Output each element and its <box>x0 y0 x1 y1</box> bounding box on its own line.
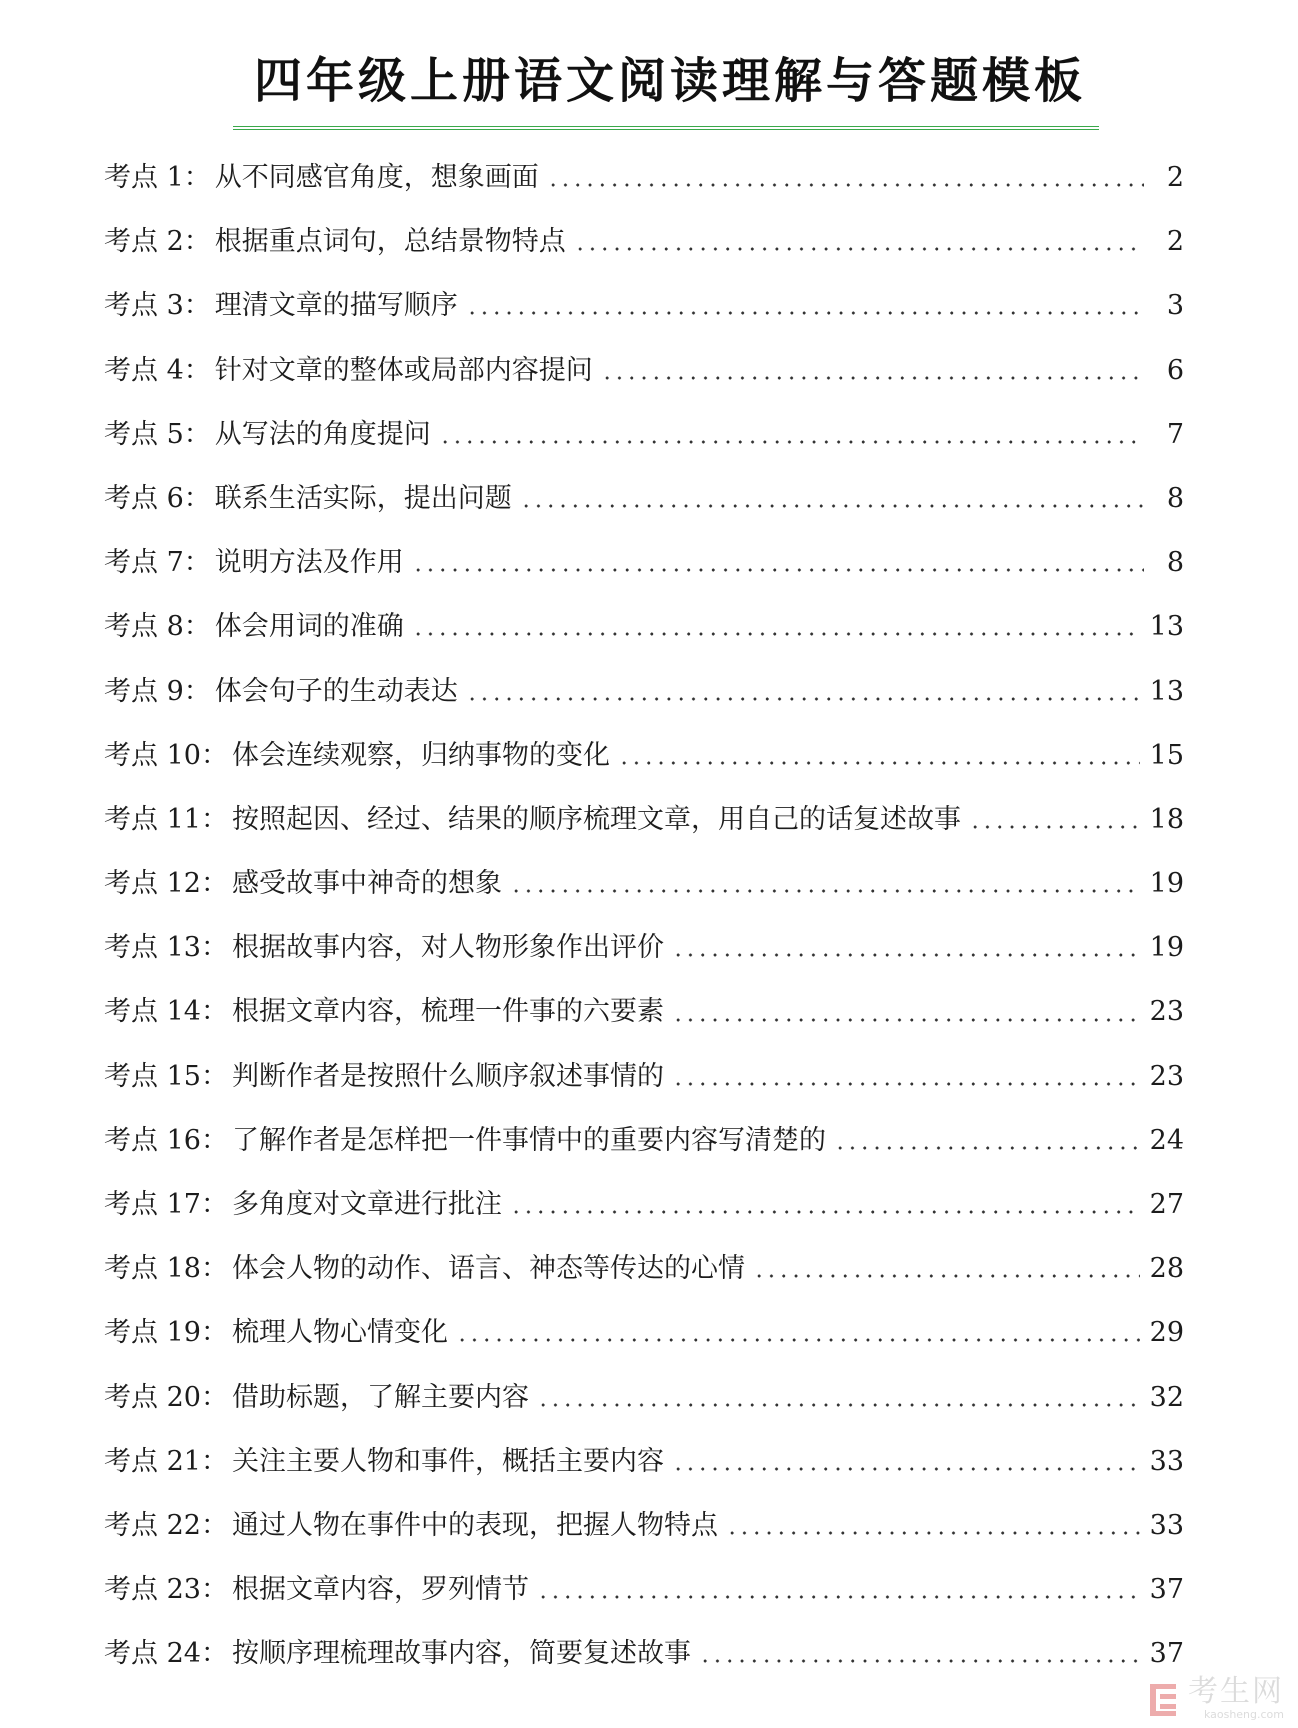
toc-page-number: 2 <box>1166 162 1184 193</box>
toc-row[interactable] <box>104 1430 1184 1494</box>
toc-label: 考点 23 <box>104 1574 201 1606</box>
toc-row[interactable] <box>104 595 1184 659</box>
toc-entry-text: 理清文章的描写顺序 <box>214 290 458 322</box>
toc-row[interactable] <box>104 146 1184 210</box>
toc-label: 考点 6 <box>104 482 184 514</box>
toc-row[interactable] <box>104 403 1184 467</box>
toc-entry-text: 了解作者是怎样把一件事情中的重要内容写清楚的 <box>231 1124 826 1156</box>
toc-row[interactable] <box>104 210 1184 274</box>
toc-label: 考点 7 <box>104 547 184 579</box>
toc-row[interactable] <box>104 724 1184 788</box>
toc-label: 考点 12 <box>104 868 201 900</box>
toc-row[interactable] <box>104 660 1184 724</box>
toc-row[interactable] <box>104 1494 1184 1558</box>
toc-row[interactable] <box>104 339 1184 403</box>
toc-leader-dots <box>466 311 1144 315</box>
toc-page-number: 8 <box>1166 482 1184 514</box>
watermark-domain: kaosheng.com <box>1203 1708 1284 1721</box>
toc-row[interactable] <box>104 274 1184 338</box>
toc-colon: ： <box>200 932 228 964</box>
toc-label: 考点 5 <box>104 418 184 450</box>
toc-leader-dots <box>439 440 1144 444</box>
toc-page-number: 8 <box>1166 547 1184 579</box>
toc-label: 考点 13 <box>104 932 201 964</box>
toc-entry-text: 体会用词的准确 <box>214 611 404 643</box>
toc-page-number: 13 <box>1149 675 1184 707</box>
toc-page-number: 33 <box>1149 1445 1184 1477</box>
toc-entry-text: 根据文章内容，罗列情节 <box>231 1574 529 1606</box>
toc-entry-text: 从写法的角度提问 <box>214 418 431 450</box>
toc-row[interactable] <box>104 980 1184 1044</box>
toc-page-number: 19 <box>1149 868 1184 900</box>
toc-colon: ： <box>200 1509 228 1541</box>
toc-colon: ： <box>183 611 211 643</box>
toc-label: 考点 18 <box>104 1253 201 1285</box>
toc-page-number: 7 <box>1166 418 1184 450</box>
toc-label: 考点 15 <box>104 1060 201 1092</box>
toc-leader-dots <box>601 376 1144 380</box>
toc-colon: ： <box>200 1124 228 1156</box>
toc-leader-dots <box>699 1659 1140 1663</box>
toc-colon: ： <box>200 1381 228 1413</box>
toc-colon: ： <box>183 226 211 258</box>
toc-entry-text: 说明方法及作用 <box>214 547 404 579</box>
toc-colon: ： <box>200 803 228 835</box>
toc-label: 考点 3 <box>104 290 184 322</box>
toc-page-number: 18 <box>1149 803 1184 835</box>
toc-label: 考点 22 <box>104 1509 201 1541</box>
toc-page-number: 6 <box>1166 354 1184 386</box>
toc-label: 考点 9 <box>104 675 184 707</box>
toc-label: 考点 19 <box>104 1317 201 1349</box>
toc-label: 考点 10 <box>104 739 201 771</box>
toc-page-number: 2 <box>1166 226 1184 258</box>
title-underline <box>233 126 1099 130</box>
toc-label: 考点 14 <box>104 996 201 1028</box>
toc-label: 考点 16 <box>104 1124 201 1156</box>
toc-entry-text: 判断作者是按照什么顺序叙述事情的 <box>231 1060 664 1092</box>
toc-page-number: 32 <box>1149 1381 1184 1413</box>
toc-entry-text: 按照起因、经过、结果的顺序梳理文章，用自己的话复述故事 <box>231 803 961 835</box>
toc-label: 考点 8 <box>104 611 184 643</box>
toc-page-number: 19 <box>1149 932 1184 964</box>
toc-row[interactable] <box>104 1622 1184 1686</box>
toc-page-number: 15 <box>1149 739 1184 771</box>
toc-leader-dots <box>672 1018 1140 1022</box>
toc-leader-dots <box>672 1082 1140 1086</box>
watermark <box>1146 1674 1284 1721</box>
toc-leader-dots <box>753 1274 1140 1278</box>
toc-leader-dots <box>510 1210 1140 1214</box>
toc-entry-text: 体会人物的动作、语言、神态等传达的心情 <box>231 1253 745 1285</box>
toc-leader-dots <box>510 889 1140 893</box>
toc-row[interactable] <box>104 788 1184 852</box>
toc-page-number: 37 <box>1149 1574 1184 1606</box>
toc-colon: ： <box>200 1445 228 1477</box>
toc-leader-dots <box>412 632 1140 636</box>
toc-colon: ： <box>200 1317 228 1349</box>
toc-colon: ： <box>200 996 228 1028</box>
toc-colon: ： <box>183 418 211 450</box>
toc-entry-text: 关注主要人物和事件，概括主要内容 <box>231 1445 664 1477</box>
toc-colon: ： <box>183 482 211 514</box>
toc-colon: ： <box>200 868 228 900</box>
toc-page-number: 28 <box>1149 1253 1184 1285</box>
toc-entry-text: 多角度对文章进行批注 <box>231 1189 502 1220</box>
toc-colon: ： <box>183 675 211 707</box>
watermark-name: 考生网 <box>1188 1674 1284 1709</box>
toc-label: 考点 4 <box>104 354 184 386</box>
toc-row[interactable] <box>104 1109 1184 1173</box>
toc-row[interactable] <box>104 531 1184 595</box>
toc-label: 考点 17 <box>104 1189 201 1220</box>
toc-row[interactable] <box>104 1045 1184 1109</box>
toc-page-number: 29 <box>1149 1317 1184 1349</box>
toc-leader-dots <box>618 761 1140 765</box>
toc-colon: ： <box>183 354 211 386</box>
document-title: 四年级上册语文阅读理解与答题模板 <box>253 53 1086 109</box>
toc-page-number: 33 <box>1149 1509 1184 1541</box>
toc-row[interactable] <box>104 1558 1184 1622</box>
toc-entry-text: 联系生活实际，提出问题 <box>214 482 512 514</box>
toc-row[interactable] <box>104 1301 1184 1365</box>
kaosheng-logo-icon <box>1146 1680 1182 1718</box>
toc-page-number: 13 <box>1149 611 1184 643</box>
toc-colon: ： <box>200 1574 228 1606</box>
toc-entry-text: 借助标题，了解主要内容 <box>231 1381 529 1413</box>
toc-colon: ： <box>200 1189 228 1220</box>
toc-colon: ： <box>200 1253 228 1285</box>
toc-entry-text: 感受故事中神奇的想象 <box>231 868 502 900</box>
toc-leader-dots <box>466 697 1140 701</box>
toc-colon: ： <box>183 547 211 579</box>
toc-entry-text: 根据故事内容，对人物形象作出评价 <box>231 932 664 964</box>
toc-leader-dots <box>537 1595 1140 1599</box>
toc-label: 考点 2 <box>104 226 184 258</box>
toc-leader-dots <box>412 568 1144 572</box>
toc-row[interactable] <box>104 1237 1184 1301</box>
toc-page-number: 23 <box>1149 996 1184 1028</box>
toc-colon: ： <box>200 1060 228 1092</box>
toc-leader-dots <box>969 825 1140 829</box>
toc-label: 考点 24 <box>104 1638 201 1670</box>
toc-entry-text: 通过人物在事件中的表现，把握人物特点 <box>231 1509 718 1541</box>
toc-entry-text: 按顺序理梳理故事内容，简要复述故事 <box>231 1638 691 1670</box>
toc-leader-dots <box>520 504 1144 508</box>
toc-page-number: 23 <box>1149 1060 1184 1092</box>
toc-leader-dots <box>456 1338 1140 1342</box>
toc-leader-dots <box>537 1403 1140 1407</box>
toc-entry-text: 体会句子的生动表达 <box>214 675 458 707</box>
table-of-contents <box>104 146 1184 1687</box>
toc-entry-text: 体会连续观察，归纳事物的变化 <box>231 739 610 771</box>
toc-colon: ： <box>183 290 211 322</box>
toc-label: 考点 20 <box>104 1381 201 1413</box>
toc-entry-text: 根据文章内容，梳理一件事的六要素 <box>231 996 664 1028</box>
toc-leader-dots <box>672 953 1140 957</box>
toc-row[interactable] <box>104 1366 1184 1430</box>
toc-leader-dots <box>547 183 1144 187</box>
toc-page-number: 27 <box>1149 1189 1184 1220</box>
toc-leader-dots <box>726 1531 1140 1535</box>
toc-label: 考点 11 <box>104 803 201 835</box>
toc-row[interactable] <box>104 852 1184 916</box>
toc-entry-text: 根据重点词句，总结景物特点 <box>214 226 566 258</box>
toc-row[interactable] <box>104 1173 1184 1237</box>
toc-leader-dots <box>672 1467 1140 1471</box>
toc-colon: ： <box>183 162 211 193</box>
toc-page-number: 3 <box>1166 290 1184 322</box>
toc-leader-dots <box>834 1146 1140 1150</box>
toc-entry-text: 梳理人物心情变化 <box>231 1317 448 1349</box>
toc-entry-text: 从不同感官角度，想象画面 <box>214 162 539 193</box>
toc-leader-dots <box>574 247 1144 251</box>
toc-page-number: 37 <box>1149 1638 1184 1670</box>
toc-label: 考点 1 <box>104 162 184 193</box>
toc-colon: ： <box>200 1638 228 1670</box>
toc-row[interactable] <box>104 916 1184 980</box>
toc-entry-text: 针对文章的整体或局部内容提问 <box>214 354 593 386</box>
toc-label: 考点 21 <box>104 1445 201 1477</box>
toc-page-number: 24 <box>1149 1124 1184 1156</box>
toc-row[interactable] <box>104 467 1184 531</box>
toc-colon: ： <box>200 739 228 771</box>
